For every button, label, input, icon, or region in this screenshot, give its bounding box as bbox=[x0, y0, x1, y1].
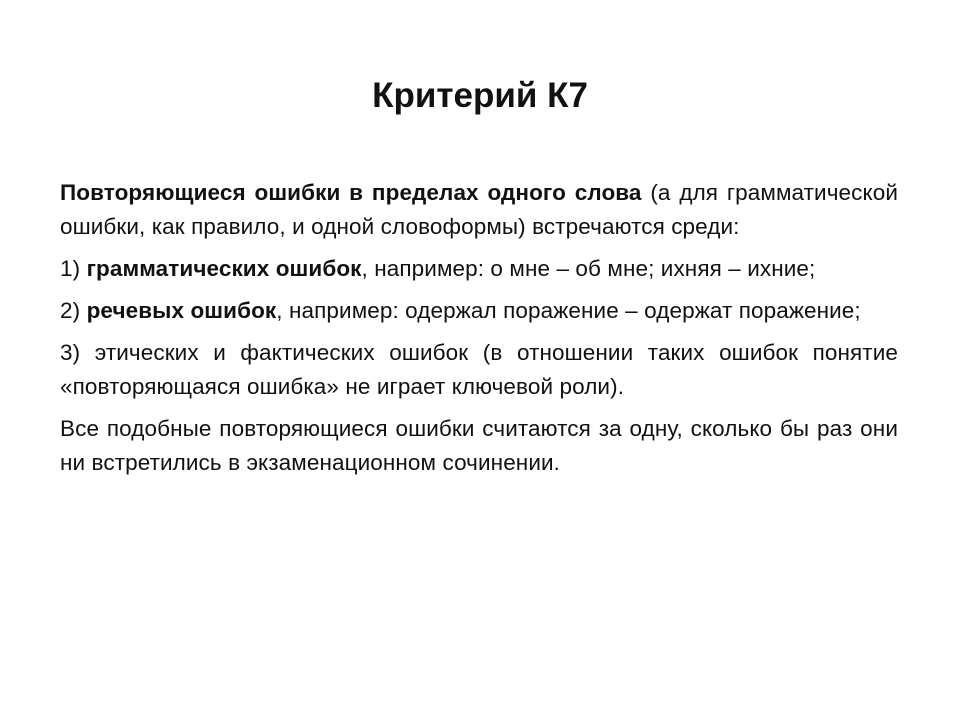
intro-text: (а для грамматической ошибки, как правило, и одной словоформы) встречаются среди: bbox=[60, 180, 898, 239]
slide-title: Критерий К7 bbox=[372, 76, 588, 115]
list-item-text: 3) этических и фактических ошибок (в отношении таких ошибок понятие «повторяющаяся ошибка» не играет ключевой роли). bbox=[60, 340, 898, 399]
list-item-text: , например: одержал поражение – одержат поражение; bbox=[276, 298, 861, 323]
slide-body bbox=[60, 176, 898, 488]
intro-bold-text: Повторяющиеся ошибки в пределах одного слова bbox=[60, 180, 642, 205]
list-item-prefix: 1) bbox=[60, 256, 87, 281]
list-item-ethical-factual bbox=[60, 336, 898, 404]
list-item-grammatical bbox=[60, 252, 898, 286]
list-item-speech bbox=[60, 294, 898, 328]
list-item-bold-text: речевых ошибок bbox=[86, 298, 277, 323]
list-item-bold-text: грамматических ошибок bbox=[86, 256, 362, 281]
conclusion-paragraph: Все подобные повторяющиеся ошибки считаются за одну, сколько бы раз они ни встретились в экзаменационном сочинении. bbox=[60, 416, 898, 475]
intro-paragraph bbox=[60, 176, 898, 244]
list-item-prefix: 2) bbox=[60, 298, 87, 323]
list-item-text: , например: о мне – об мне; ихняя – ихние; bbox=[361, 256, 816, 281]
